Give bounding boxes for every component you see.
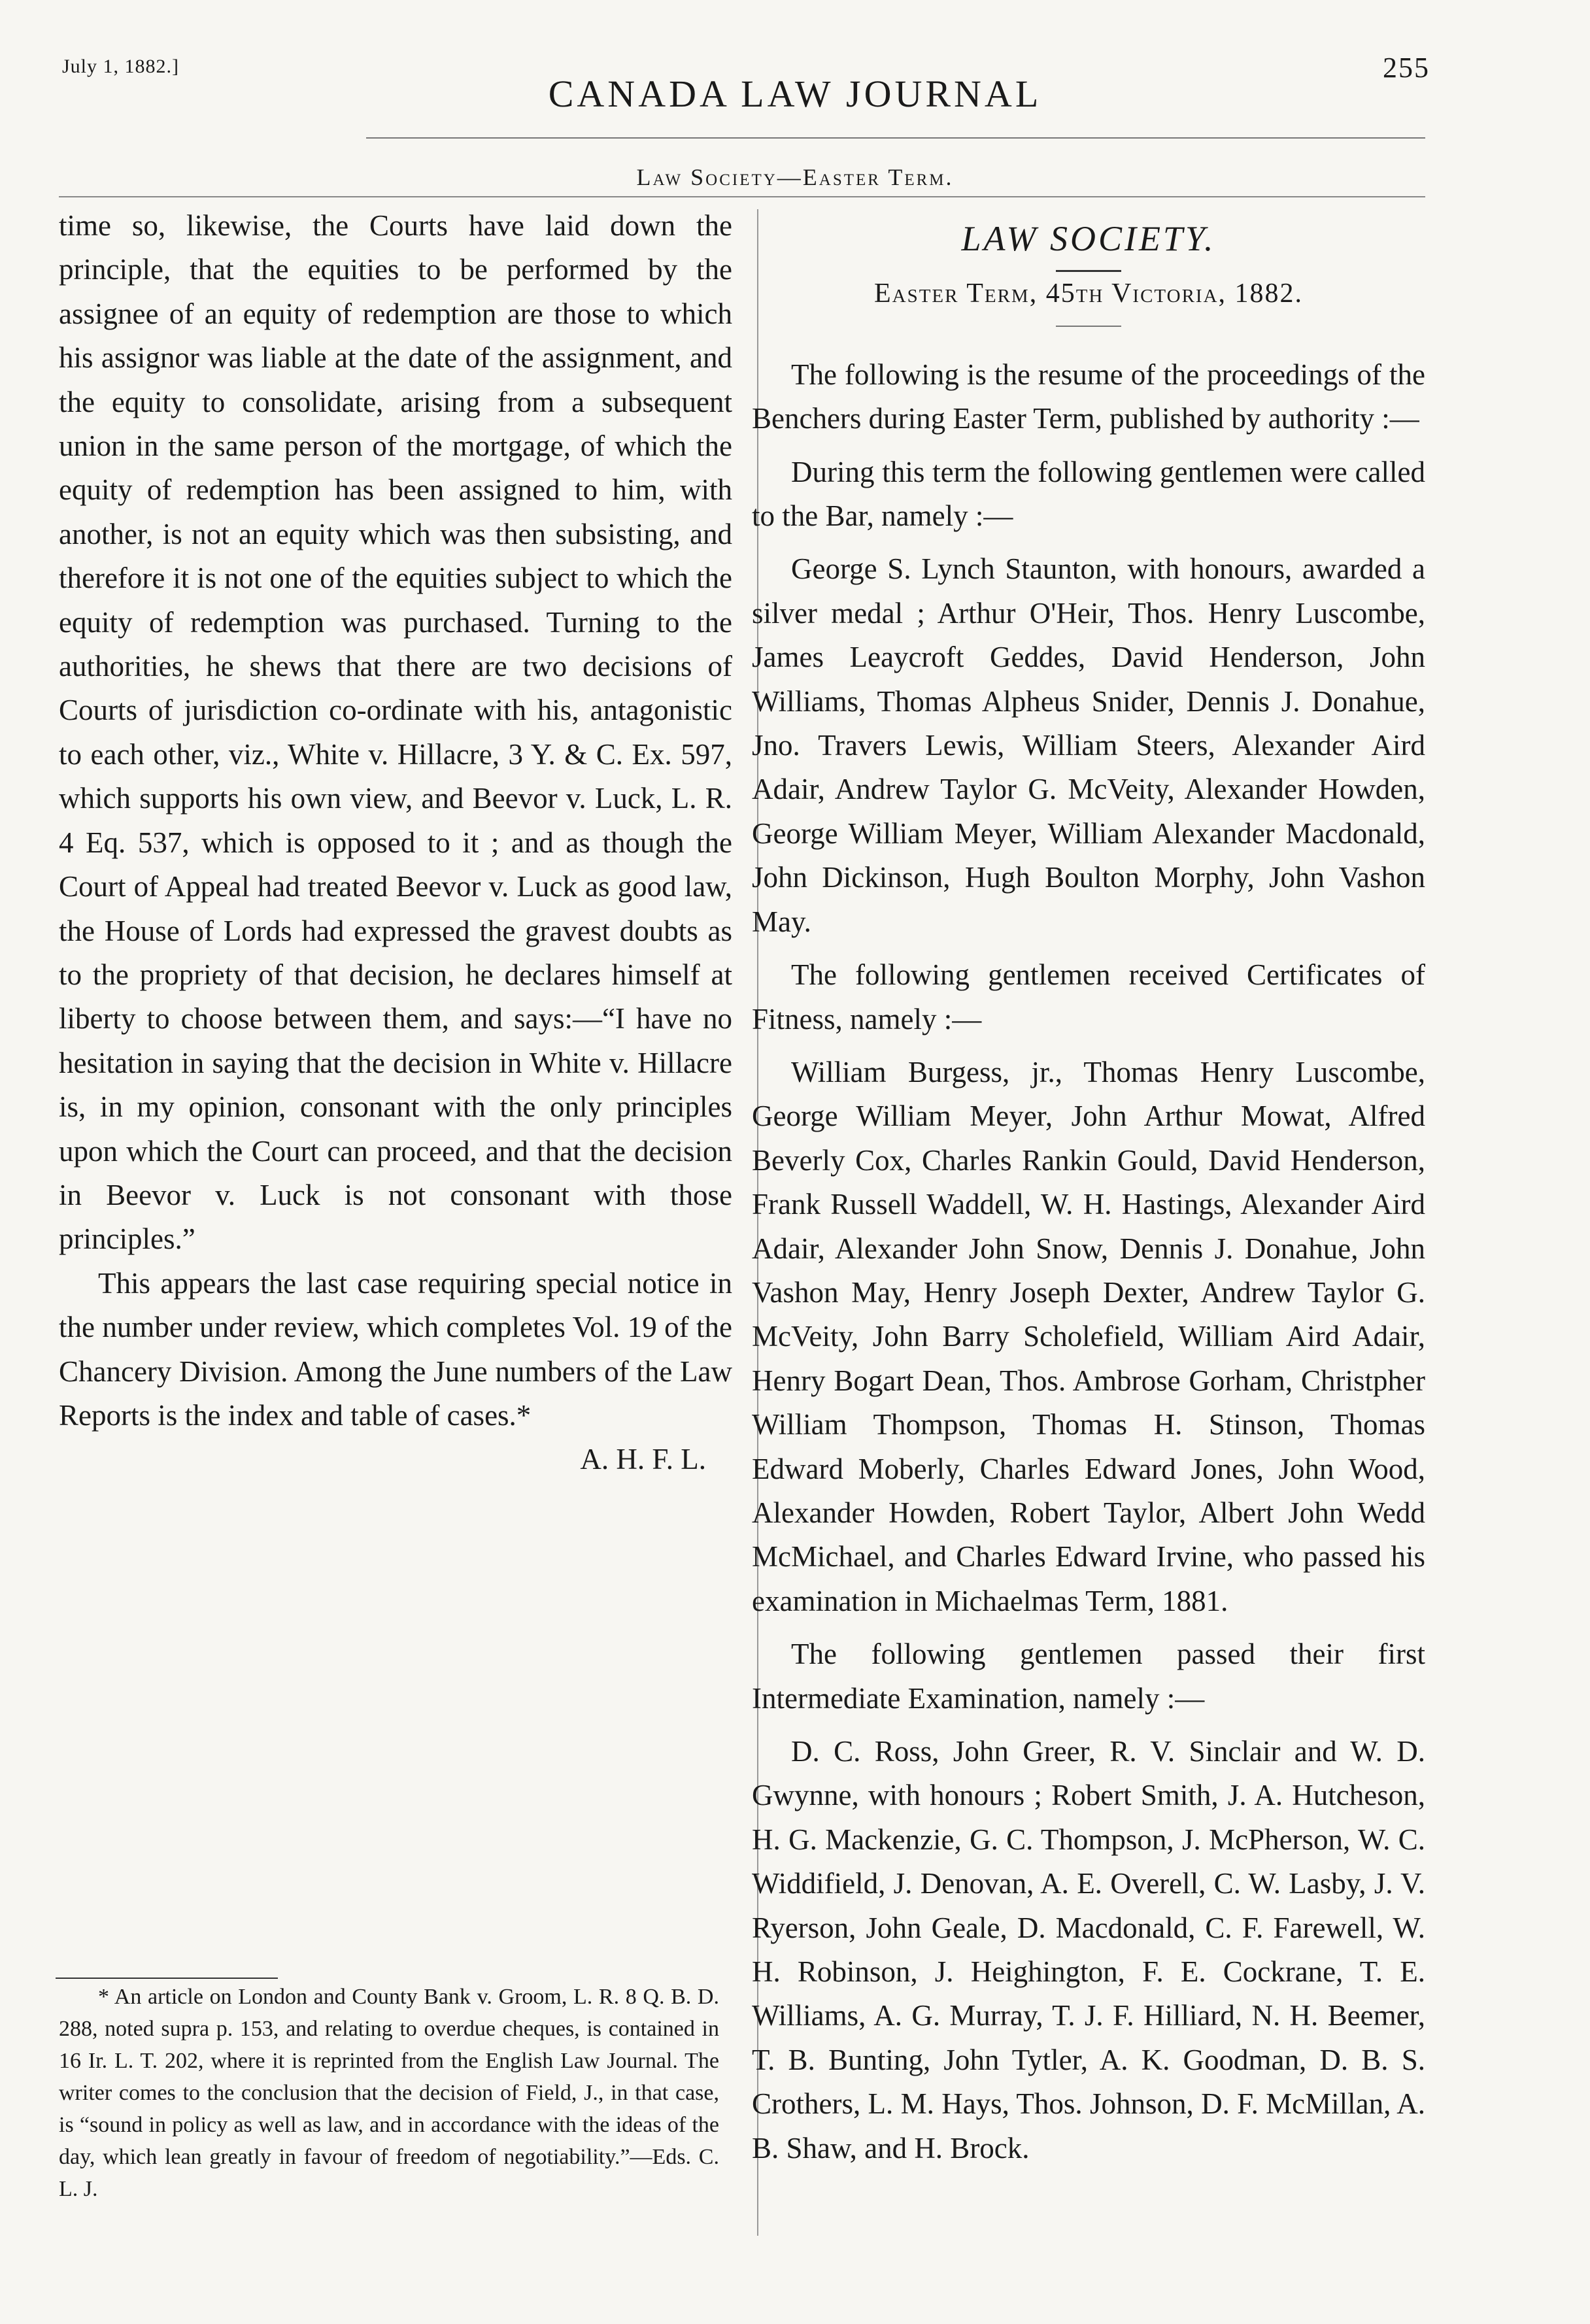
section-rule bbox=[59, 196, 1425, 197]
issue-date: July 1, 1882.] bbox=[62, 56, 179, 77]
footnote-text: * An article on London and County Bank v. Groom, L. R. 8 Q. B. D. 288, noted supra p. 153, and relating to overdue cheques, is contained in 16 Ir. L. T. 202, where it is reprinted from the English Law Journal. The writer comes to the conclusion that the decision of Field, J., in that case, is “sound in policy as well as law, and in accordance with the ideas of the day, which lean greatly in favour of freedom of negotiability.”—Eds. C. L. J. bbox=[59, 1985, 719, 2201]
author-initials: A. H. F. L. bbox=[580, 1443, 706, 1476]
section-heading: Law Society—Easter Term. bbox=[636, 164, 954, 190]
left-column bbox=[59, 204, 732, 1482]
right-column bbox=[752, 217, 1425, 2180]
called-names: George S. Lynch Staunton, with honours, awarded a silver medal ; Arthur O'Heir, Thos. Henry Luscombe, James Leaycroft Geddes, David Henderson, John Williams, Thomas Alpheus Snider, Dennis J. Donahue, Jno. Travers Lewis, William Steers, Alexander Aird Adair, Andrew Taylor G. McVeity, Alexander Howden, George William Meyer, William Alexander Macdonald, John Dickinson, Hugh Boulton Morphy, John Vashon May. bbox=[752, 552, 1425, 938]
footnote-rule bbox=[56, 1978, 278, 1979]
header-rule bbox=[366, 137, 1425, 139]
intermediate-heading: The following gentlemen passed their first Intermediate Examination, namely :— bbox=[752, 1638, 1425, 1715]
article-paragraph: time so, likewise, the Courts have laid down the principle, that the equities to be performed by the assignee of an equity of redemption are those to which his assignor was liable at the date of the assignment, and the equity to consolidate, arising from a subsequent union in the same person of the mortgage, of which the equity of redemption has been assigned to him, with another, is not an equity which was then subsisting, and therefore it is not one of the equities subject to which the equity of redemption was purchased. Turning to the authorities, he shews that there are two decisions of Courts of jurisdiction co-ordinate with his, antagonistic to each other, viz., White v. Hillacre, 3 Y. & C. Ex. 597, which supports his own view, and Beevor v. Luck, L. R. 4 Eq. 537, which is opposed to it ; and as though the Court of Appeal had treated Beevor v. Luck as good law, the House of Lords had expressed the gravest doubts as to the propriety of that decision, he declares himself at liberty to choose between them, and says:—“I have no hesitation in saying that the decision in White v. Hillacre is, in my opinion, consonant with the only principles upon which the Court can proceed, and that the decision in Beevor v. Luck is not consonant with those principles.” bbox=[59, 209, 732, 1256]
term-heading: Easter Term, 45th Victoria, 1882. bbox=[873, 278, 1304, 309]
certificates-names: William Burgess, jr., Thomas Henry Luscombe, George William Meyer, John Arthur Mowat, Alfred Beverly Cox, Charles Rankin Gould, David Henderson, Frank Russell Waddell, W. H. Hastings, Alexander Aird Adair, Alexander John Snow, Dennis J. Donahue, John Vashon May, Henry Joseph Dexter, Andrew Taylor G. McVeity, John Barry Scholefield, William Aird Adair, Henry Bogart Dean, Thos. Ambrose Gorham, Christpher William Thompson, Thomas H. Stinson, Thomas Edward Moberly, Charles Edward Jones, John Wood, Alexander Howden, Robert Taylor, Albert John Wedd McMichael, and Charles Edward Irvine, who passed his examination in Michaelmas Term, 1881. bbox=[752, 1055, 1425, 1617]
term-rule bbox=[1056, 326, 1121, 327]
called-heading: During this term the following gentlemen were called to the Bar, namely :— bbox=[752, 455, 1425, 533]
page-number: 255 bbox=[1383, 52, 1430, 84]
intro-paragraph: The following is the resume of the proceedings of the Benchers during Easter Term, published by authority :— bbox=[752, 358, 1425, 435]
article-paragraph: This appears the last case requiring special notice in the number under review, which completes Vol. 19 of the Chancery Division. Among the June numbers of the Law Reports is the index and table of cases.* bbox=[59, 1266, 732, 1432]
certificates-heading: The following gentlemen received Certificates of Fitness, namely :— bbox=[752, 958, 1425, 1036]
journal-title: CANADA LAW JOURNAL bbox=[548, 73, 1042, 115]
law-society-title: LAW SOCIETY. bbox=[961, 219, 1216, 258]
intermediate-names: D. C. Ross, John Greer, R. V. Sinclair and W. D. Gwynne, with honours ; Robert Smith, J. A. Hutcheson, H. G. Mackenzie, G. C. Thompson, J. McPherson, W. C. Widdifield, J. Denovan, A. E. Overell, C. W. Lasby, J. V. Ryerson, John Geale, D. Macdonald, C. F. Farewell, W. H. Robinson, J. Heighington, F. E. Cockrane, T. E. Williams, A. G. Murray, T. J. F. Hilliard, N. H. Beemer, T. B. Bunting, John Tytler, A. K. Goodman, D. B. S. Crothers, L. M. Hays, Thos. Johnson, D. F. McMillan, A. B. Shaw, and H. Brock. bbox=[752, 1735, 1425, 2164]
footnote bbox=[59, 1981, 719, 2205]
